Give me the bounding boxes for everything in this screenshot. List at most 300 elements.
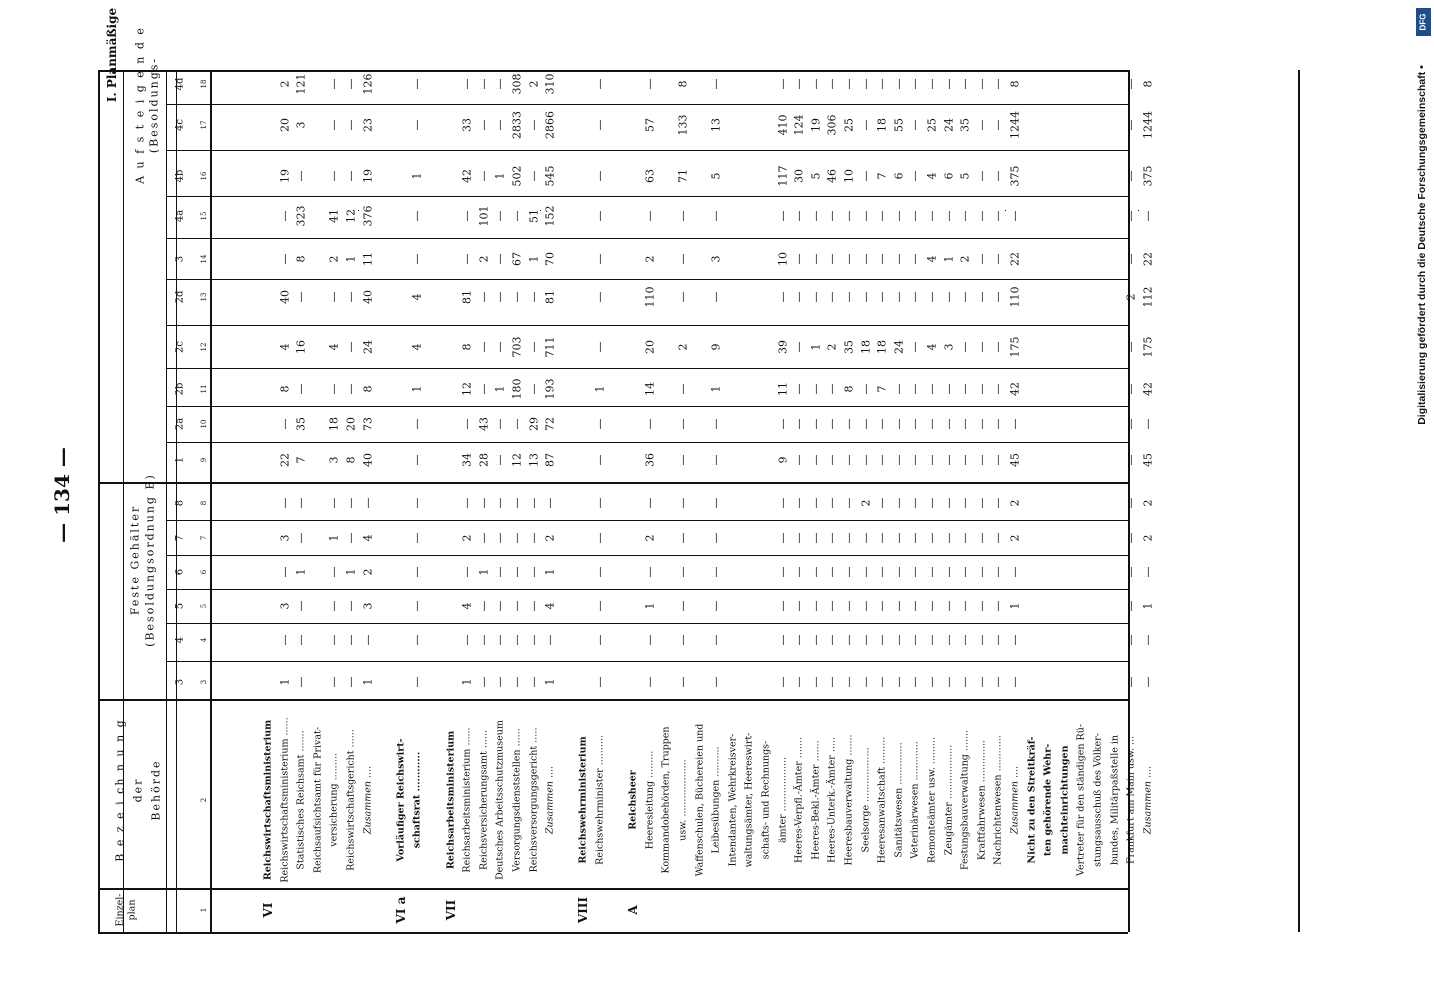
cell-value: — [792, 532, 806, 544]
cell-value: — [527, 497, 541, 509]
cell-value: — [510, 532, 524, 544]
cell-value: 8 [460, 343, 474, 351]
cell-value: — [1124, 253, 1138, 265]
cell-value: 1 [327, 534, 341, 542]
column-number: 10 [200, 419, 208, 429]
cell-value: 1244 [1141, 111, 1155, 139]
row-label: Heeres-Bekl.-Ämter ....... [810, 740, 822, 860]
cell-value: — [859, 454, 873, 466]
cell-value: — [908, 291, 922, 303]
cell-value: — [709, 497, 723, 509]
cell-value: — [809, 291, 823, 303]
cell-value: 2 [278, 80, 292, 88]
cell-value: — [975, 676, 989, 688]
column-rule [166, 238, 1128, 239]
cell-value: — [344, 341, 358, 353]
cell-value: — [925, 532, 939, 544]
cell-value: 1 [294, 568, 308, 576]
cell-value: — [908, 454, 922, 466]
cell-value: — [593, 119, 607, 131]
cell-value: — [493, 634, 507, 646]
cell-value: — [942, 291, 956, 303]
cell-value: — [908, 566, 922, 578]
cell-value: 8 [294, 255, 308, 263]
cell-value: 175 [1008, 336, 1022, 358]
cell-value: 4 [410, 343, 424, 351]
cell-value: — [809, 383, 823, 395]
cell-value: 13 [709, 118, 723, 132]
cell-value: 2 [527, 80, 541, 88]
cell-value: — [908, 600, 922, 612]
cell-value: — [908, 383, 922, 395]
cell-value: — [892, 634, 906, 646]
row-label: Sanitätswesen .............. [893, 742, 905, 858]
cell-value: 2 [327, 255, 341, 263]
cell-value: 24 [942, 118, 956, 132]
section-title: I. Planmäßige [105, 7, 119, 103]
cell-value: 42 [460, 169, 474, 183]
cell-value: 35 [294, 417, 308, 431]
fixed-salary-header: (Besoldungsordnung B) [143, 473, 157, 647]
body-start-rule [210, 70, 212, 932]
cell-value: 39 [776, 340, 790, 354]
cell-value: 19 [278, 169, 292, 183]
cell-value: 703 [510, 336, 524, 358]
cell-value: 1 [344, 255, 358, 263]
behoerde-header: Behörde [149, 759, 163, 821]
cell-value: — [842, 634, 856, 646]
cell-value: 36 [643, 453, 657, 467]
cell-value: — [1141, 676, 1155, 688]
cell-value: — [908, 676, 922, 688]
cell-value: — [825, 676, 839, 688]
cell-value: — [294, 170, 308, 182]
cell-value: 24 [361, 340, 375, 354]
column-number: 11 [200, 384, 208, 394]
cell-value: — [1124, 676, 1138, 688]
row-label: Veterinärwesen ............. [909, 741, 921, 859]
cell-value: 306 [825, 114, 839, 136]
cell-value: — [327, 170, 341, 182]
cell-value: — [344, 170, 358, 182]
cell-value: — [510, 418, 524, 430]
cell-value: — [344, 497, 358, 509]
cell-value: — [1124, 78, 1138, 90]
column-number: 5 [200, 603, 208, 609]
cell-value: 34 [460, 453, 474, 467]
cell-value: 711 [543, 336, 557, 358]
cell-value: — [792, 78, 806, 90]
cell-value: — [676, 566, 690, 578]
cell-value: 1 [460, 678, 474, 686]
cell-value: — [825, 600, 839, 612]
cell-value: — [792, 497, 806, 509]
group-label: 2d [174, 290, 186, 304]
cell-value: — [825, 253, 839, 265]
row-label: ten gehörende Wehr- [1042, 743, 1054, 857]
cell-value: — [908, 170, 922, 182]
cell-value: 8 [344, 456, 358, 464]
cell-value: 2 [1008, 499, 1022, 507]
cell-value: — [925, 634, 939, 646]
cell-value: 7 [875, 385, 889, 393]
cell-value: — [527, 291, 541, 303]
cell-value: — [676, 383, 690, 395]
cell-value: 12 [510, 453, 524, 467]
cell-value: — [942, 383, 956, 395]
cell-value: 18 [875, 118, 889, 132]
cell-value: — [991, 497, 1005, 509]
cell-value: — [908, 497, 922, 509]
cell-value: — [809, 566, 823, 578]
cell-value: — [809, 78, 823, 90]
dfg-logo-text: DFG [1418, 13, 1428, 31]
cell-value: — [859, 170, 873, 182]
group-label: 8 [174, 499, 186, 507]
cell-value: 110 [1008, 286, 1022, 308]
cell-value: — [991, 634, 1005, 646]
cell-value: 18 [875, 340, 889, 354]
total-mark [358, 210, 359, 211]
cell-value: — [991, 210, 1005, 222]
cell-value: — [825, 291, 839, 303]
cell-value: — [809, 418, 823, 430]
cell-value: — [493, 454, 507, 466]
cell-value: — [643, 78, 657, 90]
cell-value: — [942, 634, 956, 646]
cell-value: — [925, 454, 939, 466]
cell-value: — [593, 566, 607, 578]
cell-value: 4 [925, 343, 939, 351]
cell-value: — [593, 676, 607, 688]
cell-value: — [460, 210, 474, 222]
row-label: Frankfurt am Main usw. ... [1125, 735, 1137, 865]
cell-value: — [593, 210, 607, 222]
cell-value: — [410, 532, 424, 544]
cell-value: — [593, 341, 607, 353]
cell-value: — [991, 253, 1005, 265]
row-label: ämter .................. [777, 756, 789, 844]
cell-value: — [925, 418, 939, 430]
total-mark [1005, 210, 1006, 211]
cell-value: 41 [327, 209, 341, 223]
cell-value: — [709, 291, 723, 303]
cell-value: — [809, 454, 823, 466]
cell-value: — [958, 291, 972, 303]
cell-value: — [942, 532, 956, 544]
cell-value: — [1124, 566, 1138, 578]
cell-value: — [676, 532, 690, 544]
behoerde-header: der [131, 777, 145, 803]
cell-value: — [792, 676, 806, 688]
row-label: Seelsorge .................. [860, 747, 872, 853]
cell-value: 22 [1141, 252, 1155, 266]
group-label: 6 [174, 568, 186, 576]
cell-value: — [1008, 418, 1022, 430]
cell-value: — [908, 253, 922, 265]
cell-value: — [527, 676, 541, 688]
cell-value: 3 [709, 255, 723, 263]
cell-value: — [510, 497, 524, 509]
cell-value: — [892, 566, 906, 578]
cell-value: — [278, 253, 292, 265]
cell-value: 2 [676, 343, 690, 351]
cell-value: — [908, 532, 922, 544]
cell-value: — [294, 497, 308, 509]
cell-value: — [875, 566, 889, 578]
cell-value: — [842, 497, 856, 509]
cell-value: 2 [859, 499, 873, 507]
cell-value: — [294, 634, 308, 646]
cell-value: 1 [344, 568, 358, 576]
cell-value: — [278, 418, 292, 430]
cell-value: — [410, 210, 424, 222]
page-number: — 134 — [50, 447, 74, 543]
cell-value: — [958, 497, 972, 509]
row-label: Reichsaufsichtsamt für Privat- [312, 726, 324, 874]
cell-value: — [925, 291, 939, 303]
cell-value: — [676, 291, 690, 303]
cell-value: — [1008, 566, 1022, 578]
row-label: Heeres-Unterk.-Ämter ..... [826, 737, 838, 863]
cell-value: 8 [278, 385, 292, 393]
cell-value: 193 [543, 378, 557, 400]
cell-value: — [825, 418, 839, 430]
cell-value: 33 [460, 118, 474, 132]
cell-value: — [344, 532, 358, 544]
cell-value: — [510, 634, 524, 646]
cell-value: — [327, 383, 341, 395]
cell-value: — [460, 497, 474, 509]
cell-value: — [709, 418, 723, 430]
cell-value: — [892, 291, 906, 303]
cell-value: 1 [1008, 602, 1022, 610]
column-number: 4 [200, 637, 208, 643]
cell-value: — [294, 383, 308, 395]
cell-value: — [1124, 497, 1138, 509]
cell-value: — [344, 383, 358, 395]
row-label: Nicht zu den Streitkräf- [1026, 736, 1038, 864]
cell-value: — [792, 454, 806, 466]
cell-value: — [327, 119, 341, 131]
cell-value: — [709, 600, 723, 612]
cell-value: — [643, 634, 657, 646]
cell-value: — [859, 383, 873, 395]
cell-value: — [361, 497, 375, 509]
cell-value: 13 [527, 453, 541, 467]
cell-value: 8 [1141, 80, 1155, 88]
plan-label: VI [261, 902, 275, 918]
cell-value: — [344, 676, 358, 688]
cell-value: 1 [942, 255, 956, 263]
cell-value: — [776, 676, 790, 688]
cell-value: — [958, 566, 972, 578]
cell-value: — [460, 634, 474, 646]
cell-value: 40 [361, 453, 375, 467]
cell-value: 375 [1141, 165, 1155, 187]
cell-value: 35 [958, 118, 972, 132]
cell-value: 152 [543, 205, 557, 227]
cell-value: 117 [776, 165, 790, 187]
cell-value: — [842, 78, 856, 90]
plan-column-rule [98, 888, 1128, 890]
cell-value: — [875, 291, 889, 303]
cell-value: — [975, 291, 989, 303]
column-number: 8 [200, 500, 208, 506]
cell-value: — [294, 532, 308, 544]
cell-value: 87 [543, 453, 557, 467]
row-label: Reichsarbeitsministerium [445, 730, 457, 870]
cell-value: 2 [477, 255, 491, 263]
cell-value: — [892, 676, 906, 688]
cell-value: — [859, 253, 873, 265]
row-label: Heeresanwaltschaft ......... [876, 736, 888, 864]
cell-value: — [510, 291, 524, 303]
cell-value: 81 [543, 290, 557, 304]
cell-value: 1 [361, 678, 375, 686]
cell-value: — [543, 497, 557, 509]
cell-value: — [676, 497, 690, 509]
group-label: 4d [174, 77, 186, 91]
cell-value: — [327, 676, 341, 688]
column-number: 2 [200, 797, 208, 803]
cell-value: 112 [1141, 286, 1155, 308]
row-label: Zusammen .... [1009, 765, 1021, 835]
cell-value: — [593, 497, 607, 509]
cell-value: — [792, 210, 806, 222]
cell-value: 4 [460, 602, 474, 610]
cell-value: — [942, 210, 956, 222]
cell-value: — [643, 497, 657, 509]
group-label: 5 [174, 602, 186, 610]
cell-value: 42 [1141, 382, 1155, 396]
cell-value: 1 [477, 568, 491, 576]
cell-value: — [925, 210, 939, 222]
group-label: 4 [174, 636, 186, 644]
cell-value: — [709, 634, 723, 646]
cell-value: 3 [942, 343, 956, 351]
einzelplan-header: plan [126, 899, 138, 921]
cell-value: — [825, 566, 839, 578]
cell-value: — [493, 418, 507, 430]
cell-value: — [477, 532, 491, 544]
cell-value: — [1124, 383, 1138, 395]
cell-value: — [493, 78, 507, 90]
cell-value: 3 [327, 456, 341, 464]
column-rule [166, 623, 1128, 624]
cell-value: — [510, 600, 524, 612]
cell-value: 72 [543, 417, 557, 431]
cell-value: — [460, 566, 474, 578]
cell-value: — [344, 634, 358, 646]
cell-value: — [958, 210, 972, 222]
cell-value: 40 [278, 290, 292, 304]
cell-value: 3 [294, 121, 308, 129]
cell-value: 71 [676, 169, 690, 183]
cell-value: — [477, 383, 491, 395]
cell-value: — [410, 78, 424, 90]
column-number: 6 [200, 569, 208, 575]
cell-value: — [875, 600, 889, 612]
cell-value: — [593, 454, 607, 466]
cell-value: 4 [327, 343, 341, 351]
cell-value: 1 [527, 255, 541, 263]
cell-value: 2 [1141, 499, 1155, 507]
cell-value: — [892, 497, 906, 509]
cell-value: — [875, 497, 889, 509]
group-label: 2c [174, 341, 186, 353]
cell-value: — [958, 532, 972, 544]
row-label: Versorgungsdienststellen ...... [511, 728, 523, 872]
cell-value: — [1124, 119, 1138, 131]
cell-value: — [1124, 341, 1138, 353]
cell-value: — [593, 78, 607, 90]
cell-value: 8 [361, 385, 375, 393]
cell-value: 2 [361, 568, 375, 576]
cell-value: — [792, 566, 806, 578]
cell-value: 126 [361, 73, 375, 95]
cell-value: 42 [1008, 382, 1022, 396]
cell-value: — [709, 566, 723, 578]
cell-value: — [958, 78, 972, 90]
row-label: Waffenschulen, Büchereien und [694, 723, 706, 877]
row-label: Statistisches Reichsamt ....... [295, 730, 307, 870]
cell-value: — [925, 600, 939, 612]
cell-value: — [975, 78, 989, 90]
cell-value: — [493, 497, 507, 509]
cell-value: — [991, 119, 1005, 131]
column-rule [166, 150, 1128, 151]
cell-value: 19 [809, 118, 823, 132]
cell-value: — [892, 210, 906, 222]
cell-value: — [991, 566, 1005, 578]
cell-value: — [991, 600, 1005, 612]
cell-value: — [676, 210, 690, 222]
cell-value: 25 [842, 118, 856, 132]
cell-value: 5 [958, 172, 972, 180]
group-label: 7 [174, 534, 186, 542]
column-number: 13 [200, 292, 208, 302]
cell-value: — [842, 676, 856, 688]
cell-value: — [1141, 418, 1155, 430]
group-label: 2a [174, 417, 186, 431]
cell-value: — [809, 497, 823, 509]
cell-value: 51 [527, 209, 541, 223]
cell-value: — [643, 676, 657, 688]
cell-value: — [1124, 634, 1138, 646]
cell-value: — [327, 600, 341, 612]
cell-value: 7 [294, 456, 308, 464]
cell-value: — [892, 383, 906, 395]
cell-value: — [825, 497, 839, 509]
plan-label: VII [443, 899, 458, 921]
cell-value: — [809, 210, 823, 222]
cell-value: — [1124, 600, 1138, 612]
cell-value: — [809, 634, 823, 646]
cell-value: — [908, 210, 922, 222]
cell-value: — [493, 119, 507, 131]
group-label: 4b [174, 169, 186, 183]
cell-value: — [776, 634, 790, 646]
cell-value: — [676, 253, 690, 265]
table-bottom-rule [98, 932, 1128, 934]
cell-value: — [1008, 676, 1022, 688]
cell-value: 1 [809, 343, 823, 351]
cell-value: — [410, 600, 424, 612]
cell-value: 502 [510, 165, 524, 187]
cell-value: 545 [543, 165, 557, 187]
row-label: Heeres-Verpfl.-Ämter ....... [793, 737, 805, 863]
